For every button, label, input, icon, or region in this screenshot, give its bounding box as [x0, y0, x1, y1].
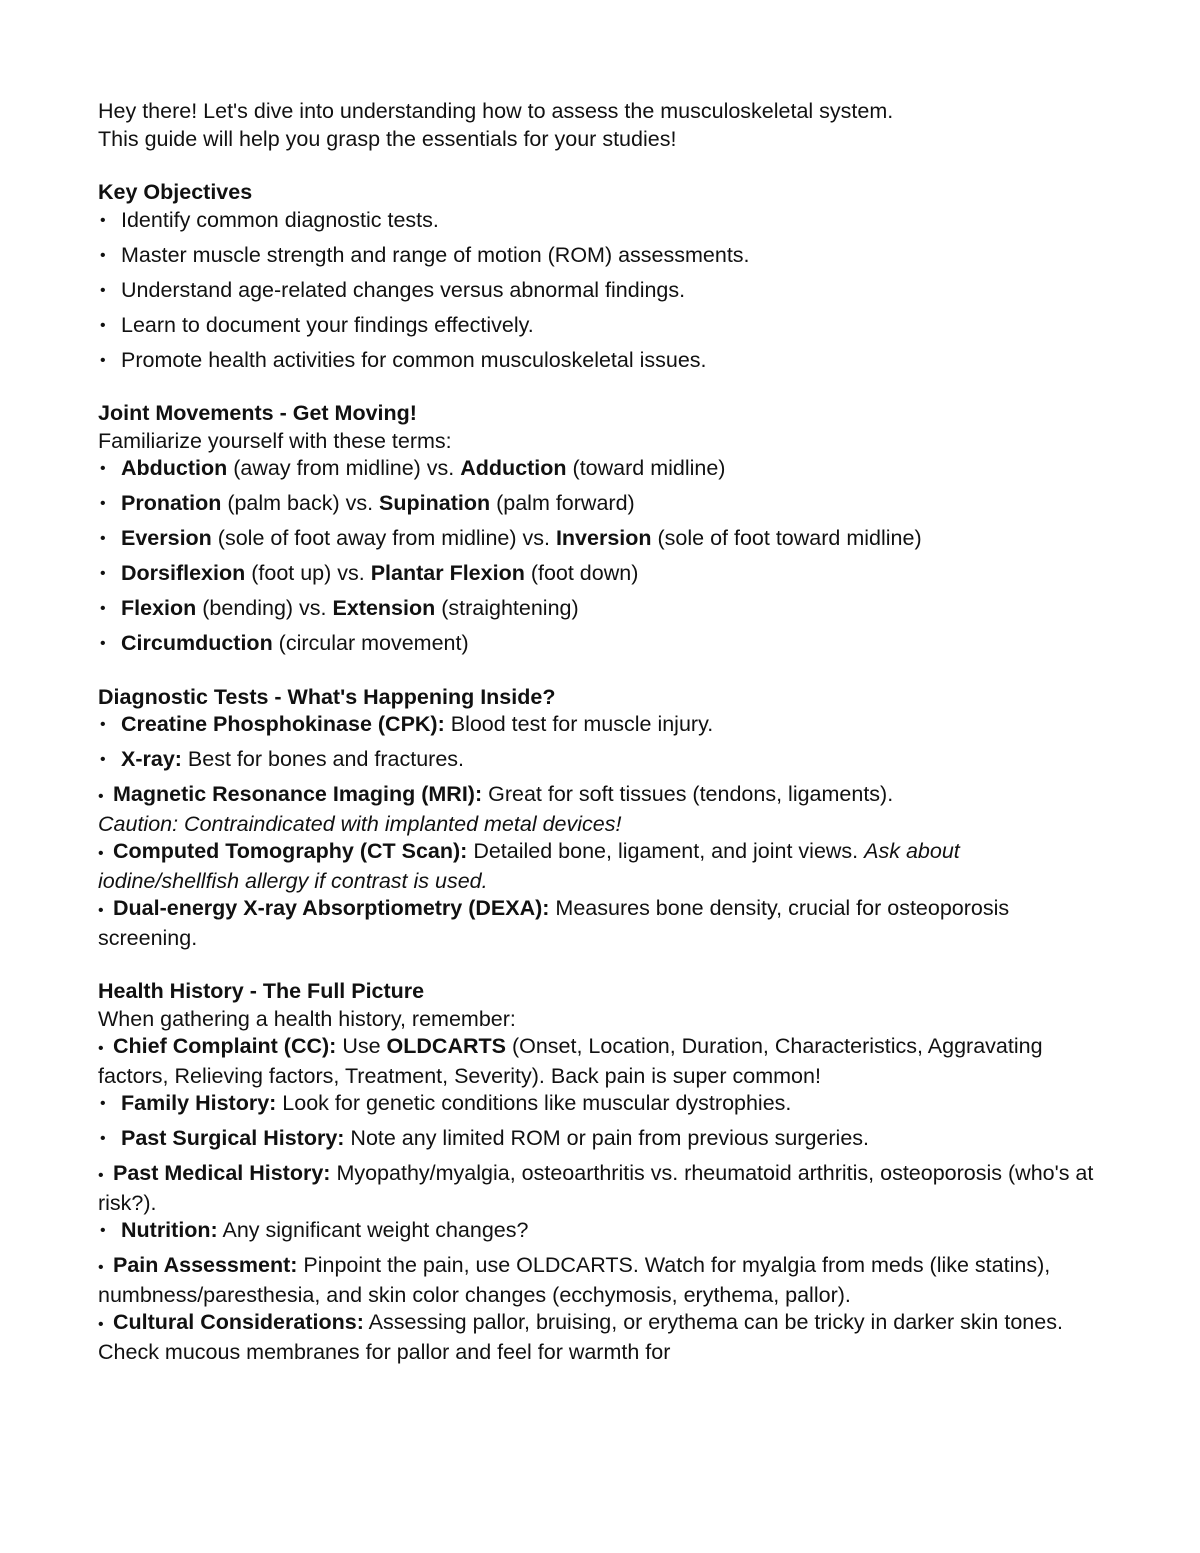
term: Family History:	[121, 1091, 277, 1115]
bullet-glyph: •	[98, 845, 104, 862]
list-item: • Master muscle strength and range of motion (ROM) assessments.	[98, 242, 1100, 270]
term-description: (Onset, Location, Duration, Characteristics, Aggravating factors, Relieving factors, Treatment, Severity). Back pain is super common!	[98, 1034, 1043, 1088]
list-item	[98, 838, 1100, 895]
list-item	[98, 1090, 1100, 1118]
term: Flexion	[121, 596, 197, 620]
acronym: OLDCARTS	[386, 1034, 506, 1058]
joint-movements-lead: Familiarize yourself with these terms:	[98, 428, 452, 453]
term: Nutrition:	[121, 1218, 218, 1242]
list-item	[98, 1217, 1100, 1245]
bullet-glyph: •	[98, 788, 104, 805]
term-description: (palm back) vs.	[221, 491, 380, 515]
term-description: (away from midline) vs.	[227, 456, 461, 480]
term-description: Assessing pallor, bruising, or erythema can be tricky in darker skin tones. Check mucous membranes for pallor and feel for warmth for	[98, 1310, 1063, 1364]
term: Pronation	[121, 491, 222, 515]
term-description: Note any limited ROM or pain from previous surgeries.	[344, 1126, 869, 1150]
term-description: Any significant weight changes?	[217, 1218, 529, 1242]
list-item	[98, 490, 1100, 518]
list-item	[98, 1160, 1100, 1217]
term-description: Detailed bone, ligament, and joint views.	[467, 839, 865, 863]
list-item	[98, 595, 1100, 623]
list-item	[98, 455, 1100, 483]
key-objectives-heading: Key Objectives	[98, 180, 253, 204]
list-item	[98, 1309, 1100, 1366]
term: Creatine Phosphokinase (CPK):	[121, 712, 445, 736]
term: Pain Assessment:	[113, 1253, 298, 1277]
term: Supination	[379, 491, 491, 515]
term-description: Measures bone density, crucial for osteoporosis screening.	[98, 896, 1010, 950]
term-description: Look for genetic conditions like muscular dystrophies.	[276, 1091, 792, 1115]
term-description: (circular movement)	[272, 631, 469, 655]
term: Plantar Flexion	[370, 561, 525, 585]
joint-movements-list	[98, 455, 1100, 658]
term: Circumduction	[121, 631, 273, 655]
list-item	[98, 1033, 1100, 1090]
key-objectives-list	[98, 207, 1100, 375]
bullet-glyph: •	[98, 1316, 104, 1333]
list-item	[98, 525, 1100, 553]
bullet-glyph: •	[98, 1167, 104, 1184]
term-description: (sole of foot away from midline) vs.	[211, 526, 556, 550]
health-history-section	[98, 978, 1100, 1366]
health-history-heading: Health History - The Full Picture	[98, 979, 425, 1003]
term: Adduction	[460, 456, 567, 480]
term: Computed Tomography (CT Scan):	[113, 839, 468, 863]
list-item	[98, 1252, 1100, 1309]
list-item	[98, 781, 1100, 838]
term: Chief Complaint (CC):	[113, 1034, 337, 1058]
term: Past Medical History:	[113, 1161, 331, 1185]
term-description: (foot down)	[524, 561, 639, 585]
term: Abduction	[121, 456, 228, 480]
list-item: • Identify common diagnostic tests.	[98, 207, 1100, 235]
caution-note: Caution: Contraindicated with implanted metal devices!	[98, 811, 622, 836]
term: Inversion	[555, 526, 652, 550]
list-item: • Understand age-related changes versus abnormal findings.	[98, 277, 1100, 305]
joint-movements-heading: Joint Movements - Get Moving!	[98, 401, 417, 425]
health-history-lead: When gathering a health history, remember:	[98, 1006, 516, 1031]
term-description: (palm forward)	[490, 491, 635, 515]
list-item	[98, 560, 1100, 588]
term-description: Blood test for muscle injury.	[444, 712, 714, 736]
term: Past Surgical History:	[121, 1126, 345, 1150]
list-item	[98, 746, 1100, 774]
term: X-ray:	[121, 747, 182, 771]
term: Magnetic Resonance Imaging (MRI):	[113, 782, 483, 806]
joint-movements-section	[98, 400, 1100, 658]
term: Dual-energy X-ray Absorptiometry (DEXA):	[113, 896, 550, 920]
term: Extension	[332, 596, 436, 620]
diagnostic-tests-heading: Diagnostic Tests - What's Happening Inside?	[98, 684, 556, 709]
key-objectives-section	[98, 179, 1100, 374]
intro-line-1: Hey there! Let's dive into understanding how to assess the musculoskeletal system.	[98, 99, 894, 123]
bullet-glyph: •	[98, 1040, 104, 1057]
term-description: (bending) vs.	[196, 596, 333, 620]
term-description: Pinpoint the pain, use OLDCARTS. Watch for myalgia from meds (like statins), numbness/paresthesia, and skin color changes (ecchymosis, erythema, pallor).	[98, 1253, 1051, 1307]
list-item	[98, 1125, 1100, 1153]
list-item: • Learn to document your findings effectively.	[98, 312, 1100, 340]
intro	[98, 98, 1100, 153]
term-description: (straightening)	[435, 596, 579, 620]
term: Dorsiflexion	[121, 561, 246, 585]
bullet-glyph: •	[98, 1259, 104, 1276]
term-description: (toward midline)	[566, 456, 726, 480]
term-description: (foot up) vs.	[245, 561, 371, 585]
diagnostic-tests-list	[98, 711, 1100, 952]
term-description: Use	[336, 1034, 387, 1058]
intro-line-2: This guide will help you grasp the essentials for your studies!	[98, 126, 677, 151]
term-description: Myopathy/myalgia, osteoarthritis vs. rheumatoid arthritis, osteoporosis (who's at risk?).	[98, 1161, 1094, 1215]
health-history-list	[98, 1033, 1100, 1366]
list-item	[98, 630, 1100, 658]
list-item	[98, 895, 1100, 952]
list-item	[98, 711, 1100, 739]
term-description: Great for soft tissues (tendons, ligaments).	[482, 782, 894, 806]
term: Eversion	[121, 526, 212, 550]
list-item: • Promote health activities for common musculoskeletal issues.	[98, 347, 1100, 375]
term-description: Best for bones and fractures.	[181, 747, 464, 771]
term-description: (sole of foot toward midline)	[651, 526, 922, 550]
term: Cultural Considerations:	[113, 1310, 364, 1334]
diagnostic-tests-section	[98, 684, 1100, 953]
bullet-glyph: •	[98, 902, 104, 919]
allergy-note: Ask about iodine/shellfish allergy if contrast is used.	[98, 839, 960, 893]
